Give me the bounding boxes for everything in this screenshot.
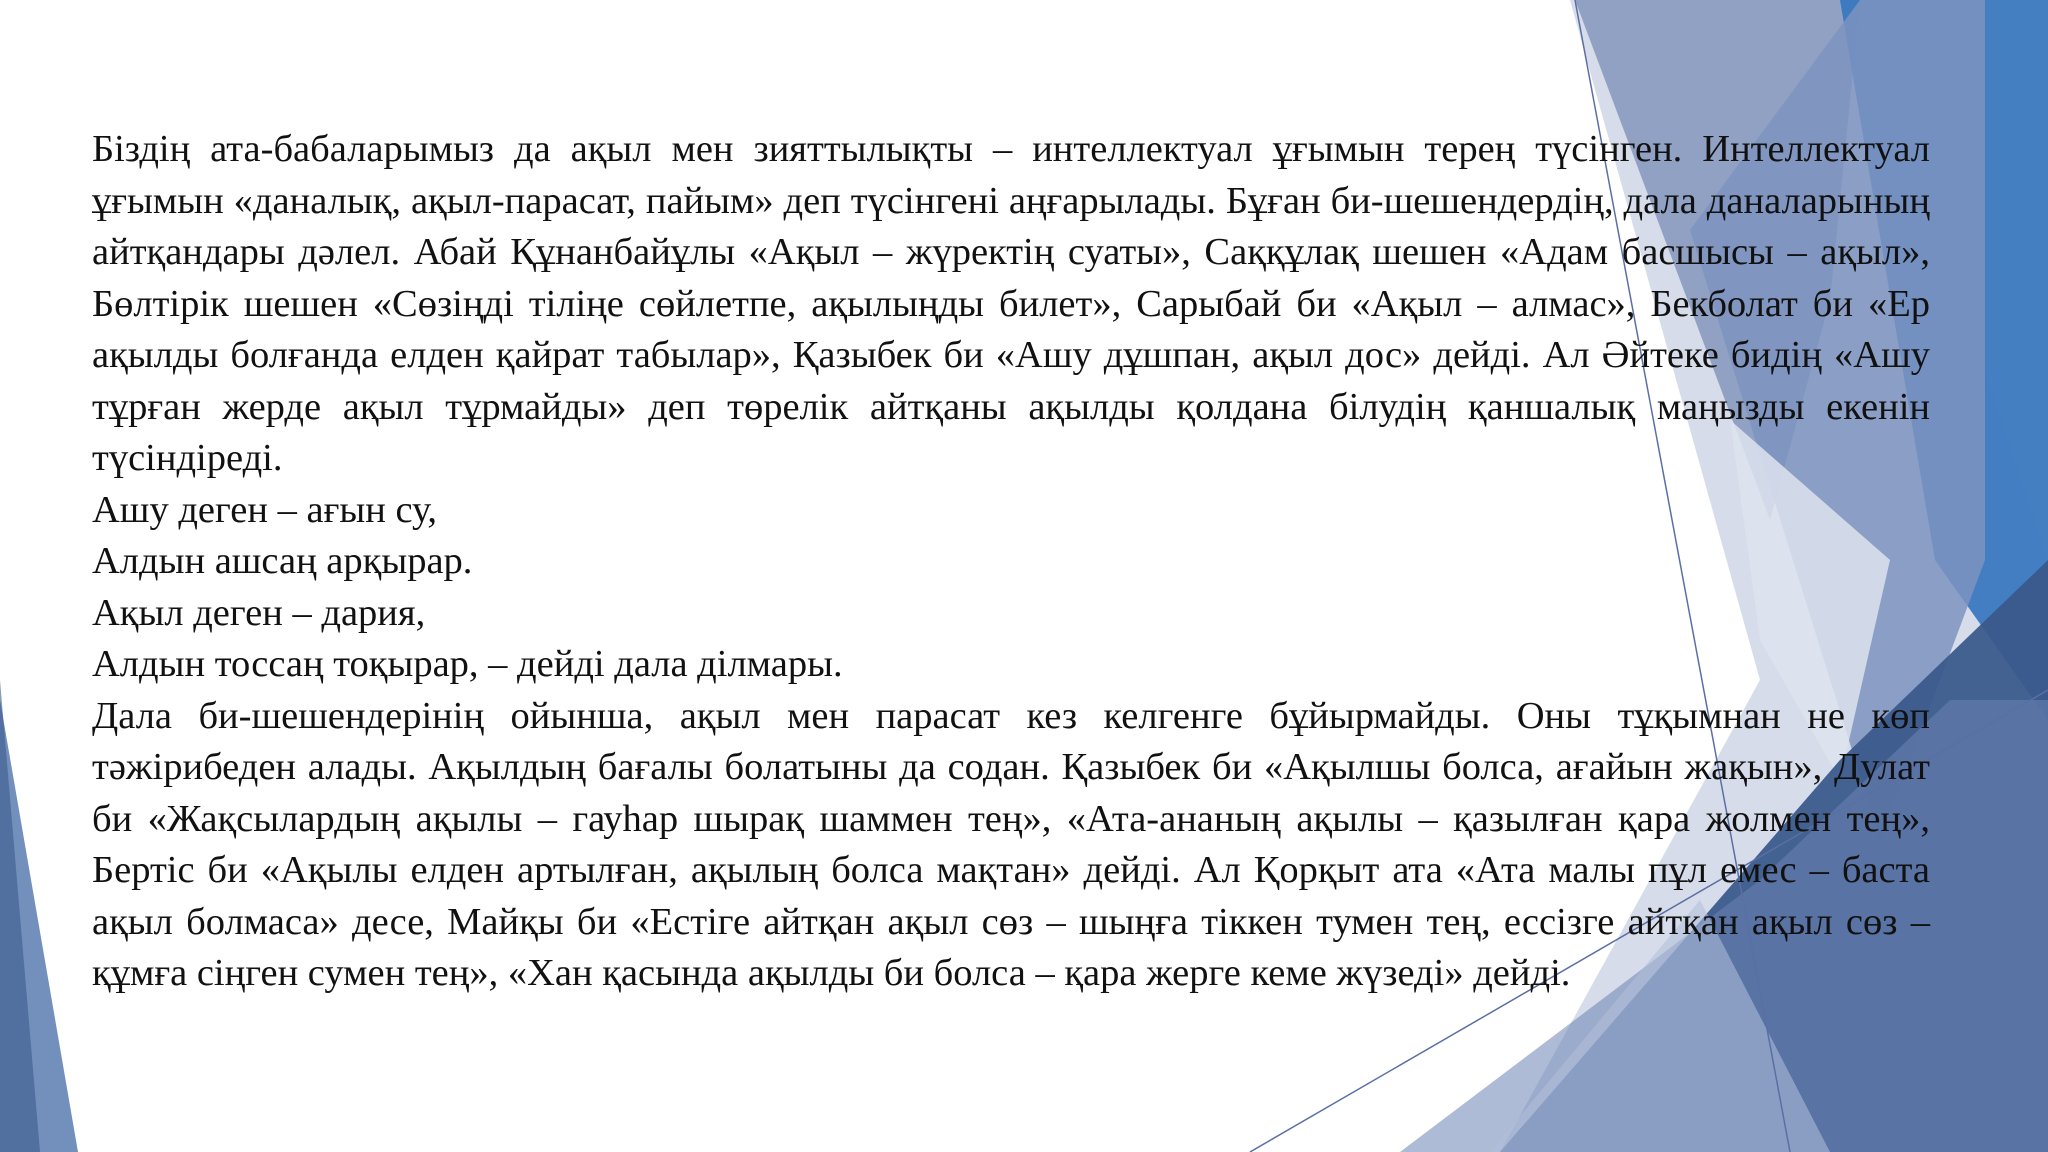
paragraph-wisdom: Дала би-шешендерінің ойынша, ақыл мен парасат кез келгенге бұйырмайды. Оны тұқымнан не көп тәжірибеден алады. Ақылдың бағалы болатыны да содан. Қазыбек би «Ақылшы болса, ағайын жақын», Дулат би «Жақсылардың ақылы – гауһар шырақ шаммен тең», «Ата-ананың ақылы – қазылған қара жолмен тең», Бертіс би «Ақылы елден артылған, ақылың болса мақтан» дейді. Ал Қорқыт ата «Ата малы пұл емес – баста ақыл болмаса» десе, Майқы би «Естіге айтқан ақыл сөз – шыңға тіккен тумен тең, ессізге айтқан ақыл сөз – құмға сіңген сумен тең», «Хан қасында ақылды би болса – қара жерге кеме жүзеді» дейді.	[92, 694, 1930, 994]
verse-line: Ашу деген – ағын су,	[92, 488, 438, 531]
verse-line: Алдын ашсаң арқырар.	[92, 540, 473, 582]
verse-line: Алдын тоссаң тоқырар, – дейді дала ділмары.	[92, 643, 843, 685]
slide-text-block	[92, 124, 1930, 1000]
paragraph-intro: Біздің ата-бабаларымыз да ақыл мен зияттылықты – интеллектуал ұғымын терең түсінген. Интеллектуал ұғымын «даналық, ақыл-парасат, пайым» деп түсінгені аңғарылады. Бұған би-шешендердің, дала даналарының айтқандары дәлел. Абай Құнанбайұлы «Ақыл – жүректің суаты», Саққұлақ шешен «Адам басшысы – ақыл», Бөлтірік шешен «Сөзіңді тіліңе сөйлетпе, ақылыңды билет», Сарыбай би «Ақыл – алмас», Бекболат би «Ер ақылды болғанда елден қайрат табылар», Қазыбек би «Ашу дұшпан, ақыл дос» дейді. Ал Әйтеке бидің «Ашу тұрған жерде ақыл тұрмайды» деп төрелік айтқаны ақылды қолдана білудің қаншалық маңызды екенін түсіндіреді.	[92, 128, 1930, 479]
verse-line: Ақыл деген – дария,	[92, 591, 426, 634]
